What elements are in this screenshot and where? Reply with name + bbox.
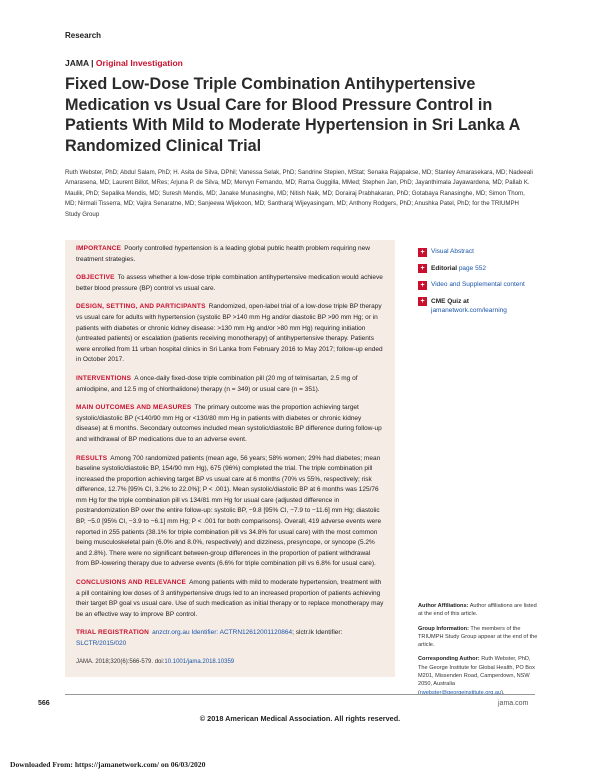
abstract-results: RESULTS Among 700 randomized patients (mean age, 56 years; 58% women; 29% had diabetes; mean baseline systolic/diastolic BP, 154/90 mm Hg), 675 (96%) completed the trial. The triple combination pill increased the proportion achieving target BP vs usual care at 6 months (70% vs 55%, respectively; risk difference, 12.7% [95% CI, 3.2% to 22.0%]; P < .001). Mean systolic/diastolic BP at 6 months was 125/76 mm Hg for the triple combination pill vs 134/81 mm Hg for usual care (adjusted difference in postrandomization BP over the entire follow-up: systolic BP, −9.8 [95% CI, −7.9 to −11.6] mm Hg; diastolic BP, −5.0 [95% CI, −3.9 to −6.1] mm Hg; P < .001 for both comparisons). Overall, 419 adverse events were reported in 255 patients (38.1% for triple combination pill vs 34.8% for usual care) with the most common being musculoskeletal pain (6.0% and 8.0%, respectively) and dizziness, presyncope, or syncope (5.2% and 2.8%). There were no significant between-group differences in the proportion of patient withdrawal from BP-lowering therapy due to adverse events (6.6% for triple combination pill vs 6.8% for usual care). <box>76 454 382 568</box>
plus-icon: + <box>418 281 427 290</box>
abstract-registration: TRIAL REGISTRATION anzctr.org.au Identifier: ACTRN12612001120864; slctr.lk Identifier: SLCTR/2015/020 <box>76 629 343 647</box>
sidebar-item-cme-quiz[interactable]: + CME Quiz at jamanetwork.com/learning <box>418 297 538 316</box>
abstract-box <box>65 240 395 677</box>
journal-name: JAMA <box>65 58 89 68</box>
footer-divider <box>65 694 535 695</box>
registry-link-actrn[interactable]: ACTRN12612001120864 <box>219 629 293 637</box>
plus-icon: + <box>418 297 427 306</box>
article-type: Original Investigation <box>95 58 183 68</box>
sidebar-links <box>418 247 538 323</box>
affiliations <box>418 602 538 703</box>
abstract-design: DESIGN, SETTING, AND PARTICIPANTS Randomized, open-label trial of a low-dose triple BP therapy vs usual care for adults with hypertension (systolic BP >140 mm Hg and/or diastolic BP >90 mm Hg; or in patients with diabetes or chronic kidney disease: >130 mm Hg and/or >80 mm Hg) requiring initiation (untreated patients) or escalation (patients receiving monotherapy) of antihypertensive therapy. Patients were enrolled from 11 urban hospital clinics in Sri Lanka from February 2016 to May 2017; follow-up ended in October 2017. <box>76 303 383 364</box>
page-number: 566 <box>38 700 50 707</box>
citation: JAMA. 2018;320(6):566-579. doi:10.1001/jama.2018.10359 <box>76 658 235 665</box>
abstract-objective: OBJECTIVE To assess whether a low-dose triple combination antihypertensive medication would achieve better blood pressure (BP) control vs usual care. <box>76 274 383 292</box>
author-list: Ruth Webster, PhD; Abdul Salam, PhD; H. Asita de Silva, DPhil; Vanessa Selak, PhD; Sandrine Stepien, MStat; Senaka Rajapakse, MD; Stanley Amarasekara, MD; Nadeeali Amarasena, MD; Laurent Billot, MRes; Arjuna P. de Silva, MD; Mervyn Fernando, MD; Rama Guggilla, MMed; Stephen Jan, PhD; Jayanthimala Jayawardena, MD; Pallab K. Maulik, PhD; Sepalika Mendis, MD; Suresh Mendis, MD; Janake Munasinghe, MD; Nitish Naik, MD; Dorairaj Prabhakaran, PhD; Gotabaya Ranasinghe, MD; Simon Thom, MD; Nirmali Tisserra, MD; Vajira Senaratne, MD; Sanjeewa Wijekoon, MD; Santharaj Wijeyasingam, MD; Anthony Rodgers, PhD; Anushka Patel, PhD; for the TRIUMPH Study Group <box>65 169 533 218</box>
plus-icon: + <box>418 264 427 273</box>
download-stamp: Downloaded From: https://jamanetwork.com/ on 06/03/2020 <box>10 760 206 769</box>
copyright: © 2018 American Medical Association. All rights reserved. <box>199 714 401 723</box>
doi-link[interactable]: 10.1001/jama.2018.10359 <box>164 658 235 665</box>
sidebar-item-visual-abstract[interactable]: + Visual Abstract <box>418 247 538 257</box>
section-label: Research <box>65 31 102 40</box>
author-affiliations: Author Affiliations: Author affiliations are listed at the end of this article. <box>418 603 537 618</box>
plus-icon: + <box>418 248 427 257</box>
journal-line <box>65 58 183 68</box>
corresponding-author: Corresponding Author: Ruth Webster, PhD, The George Institute for Global Health, PO Box M201, Missenden Road, Camperdown, NSW 2050, Australia (rwebster@georgeinstitute.org.au). <box>418 656 535 696</box>
abstract-interventions: INTERVENTIONS A once-daily fixed-dose triple combination pill (20 mg of telmisartan, 2.5 mg of amlodipine, and 12.5 mg of chlorthalidone) therapy (n = 349) or usual care (n = 351). <box>76 374 358 393</box>
email-link[interactable]: rwebster@georgeinstitute.org.au <box>419 689 502 696</box>
journal-separator: | <box>91 58 94 68</box>
site-link[interactable]: jama.com <box>498 700 529 707</box>
sidebar-item-editorial[interactable]: + Editorial page 552 <box>418 264 538 274</box>
sidebar-item-video-supplemental[interactable]: + Video and Supplemental content <box>418 280 538 290</box>
registry-link-slctr[interactable]: SLCTR/2015/020 <box>76 640 127 647</box>
abstract-outcomes: MAIN OUTCOMES AND MEASURES The primary outcome was the proportion achieving target systolic/diastolic BP (<140/90 mm Hg or <130/80 mm Hg in patients with diabetes or chronic kidney disease) at 6 months. Secondary outcomes included mean systolic/diastolic BP difference during follow-up and withdrawal of BP medications due to an adverse event. <box>76 404 382 443</box>
group-information: Group Information: The members of the TRIUMPH Study Group appear at the end of the article. <box>418 625 538 649</box>
abstract-importance: IMPORTANCE Poorly controlled hypertension is a leading global public health problem requiring new treatment strategies. <box>76 245 370 263</box>
registry-link-anzctr-site[interactable]: anzctr.org.au Identifier: <box>152 629 220 637</box>
article-title: Fixed Low-Dose Triple Combination Antihypertensive Medication vs Usual Care for Blood Pressure Control in Patients With Mild to Moderate Hypertension in Sri Lanka A Randomized Clinical Trial <box>65 75 520 155</box>
abstract-conclusions: CONCLUSIONS AND RELEVANCE Among patients with mild to moderate hypertension, treatment with a pill containing low doses of 3 antihypertensive drugs led to an increased proportion of patients achieving their target BP goal vs usual care. Use of such medication as initial therapy or to replace monotherapy may be an effective way to improve BP control. <box>76 579 384 618</box>
